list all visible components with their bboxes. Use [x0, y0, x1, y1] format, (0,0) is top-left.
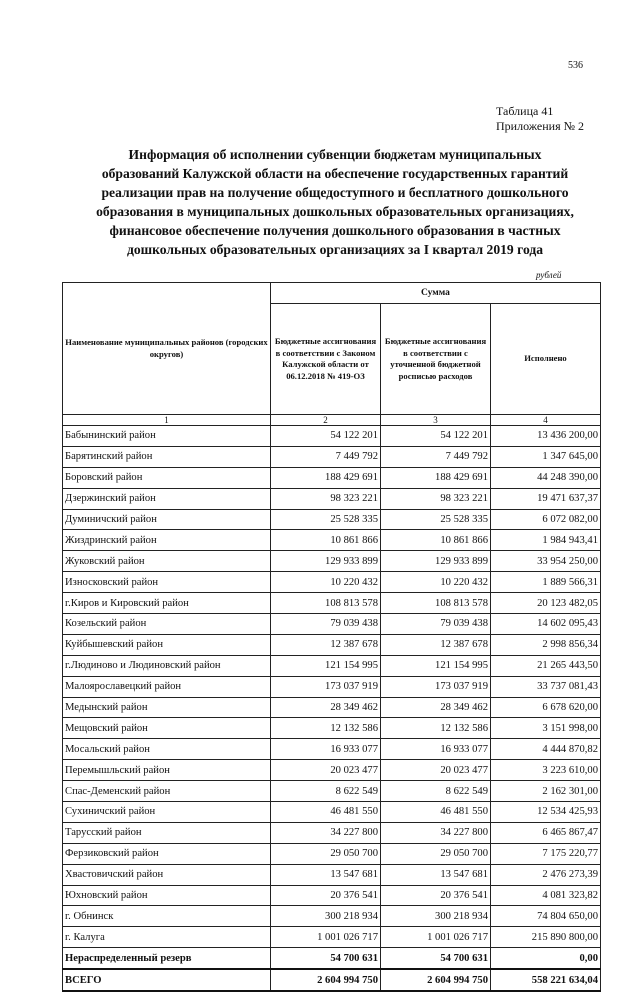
row-executed: 215 890 800,00 [491, 927, 601, 948]
table-row [63, 906, 601, 927]
header-name: Наименование муниципальных районов (городских округов) [63, 283, 271, 415]
row-refined-allocation: 54 122 201 [381, 426, 491, 447]
row-refined-allocation: 10 220 432 [381, 572, 491, 593]
row-law-allocation: 12 132 586 [271, 718, 381, 739]
table-row [63, 509, 601, 530]
row-executed: 7 175 220,77 [491, 843, 601, 864]
row-refined-allocation: 98 323 221 [381, 488, 491, 509]
row-refined-allocation: 12 132 586 [381, 718, 491, 739]
row-executed: 4 081 323,82 [491, 885, 601, 906]
row-executed: 6 072 082,00 [491, 509, 601, 530]
row-law-allocation: 29 050 700 [271, 843, 381, 864]
table-row [63, 551, 601, 572]
row-refined-allocation: 2 604 994 750 [381, 969, 491, 991]
column-number: 2 [271, 415, 381, 426]
subvention-table [62, 282, 601, 992]
table-row [63, 969, 601, 991]
row-name: Сухиничский район [63, 802, 271, 823]
header-executed: Исполнено [491, 304, 601, 415]
row-executed: 2 998 856,34 [491, 634, 601, 655]
table-row [63, 697, 601, 718]
row-name: Износковский район [63, 572, 271, 593]
table-ref-line: Таблица 41 [496, 104, 554, 118]
table-row [63, 446, 601, 467]
row-law-allocation: 10 220 432 [271, 572, 381, 593]
table-row [63, 822, 601, 843]
row-refined-allocation: 29 050 700 [381, 843, 491, 864]
title-line: дошкольных образовательных организациях за I квартал 2019 года [126, 242, 544, 257]
row-law-allocation: 108 813 578 [271, 593, 381, 614]
row-refined-allocation: 20 376 541 [381, 885, 491, 906]
title-line: Информация об исполнении субвенции бюджетам муниципальных [128, 147, 542, 162]
row-name: ВСЕГО [63, 969, 271, 991]
row-name: Юхновский район [63, 885, 271, 906]
row-executed: 2 162 301,00 [491, 781, 601, 802]
row-law-allocation: 54 700 631 [271, 948, 381, 969]
row-name: Жуковский район [63, 551, 271, 572]
row-name: Дзержинский район [63, 488, 271, 509]
row-name: Ферзиковский район [63, 843, 271, 864]
row-law-allocation: 46 481 550 [271, 802, 381, 823]
row-law-allocation: 7 449 792 [271, 446, 381, 467]
row-name: Мещовский район [63, 718, 271, 739]
row-name: Тарусский район [63, 822, 271, 843]
title-line: образований Калужской области на обеспечение государственных гарантий [101, 166, 569, 181]
page-number: 536 [568, 60, 583, 71]
row-executed: 33 737 081,43 [491, 676, 601, 697]
table-row [63, 676, 601, 697]
table-body [63, 426, 601, 992]
row-name: Малоярославецкий район [63, 676, 271, 697]
row-name: г. Обнинск [63, 906, 271, 927]
row-executed: 44 248 390,00 [491, 467, 601, 488]
row-refined-allocation: 173 037 919 [381, 676, 491, 697]
row-refined-allocation: 12 387 678 [381, 634, 491, 655]
table-row [63, 927, 601, 948]
row-refined-allocation: 46 481 550 [381, 802, 491, 823]
row-refined-allocation: 129 933 899 [381, 551, 491, 572]
row-executed: 1 347 645,00 [491, 446, 601, 467]
row-name: г.Киров и Кировский район [63, 593, 271, 614]
row-executed: 6 678 620,00 [491, 697, 601, 718]
column-number: 3 [381, 415, 491, 426]
table-row [63, 467, 601, 488]
row-refined-allocation: 20 023 477 [381, 760, 491, 781]
row-name: Спас-Деменский район [63, 781, 271, 802]
row-executed: 19 471 637,37 [491, 488, 601, 509]
row-name: Жиздринский район [63, 530, 271, 551]
row-law-allocation: 173 037 919 [271, 676, 381, 697]
row-law-allocation: 1 001 026 717 [271, 927, 381, 948]
row-name: Бабынинский район [63, 426, 271, 447]
row-law-allocation: 13 547 681 [271, 864, 381, 885]
row-name: Боровский район [63, 467, 271, 488]
row-executed: 33 954 250,00 [491, 551, 601, 572]
row-executed: 558 221 634,04 [491, 969, 601, 991]
title-line: реализации прав на получение общедоступного и бесплатного дошкольного [101, 185, 569, 200]
table-row [63, 488, 601, 509]
row-law-allocation: 34 227 800 [271, 822, 381, 843]
row-law-allocation: 98 323 221 [271, 488, 381, 509]
document-title [60, 145, 610, 259]
title-line: образования в муниципальных дошкольных образовательных организациях, [96, 204, 574, 219]
row-refined-allocation: 28 349 462 [381, 697, 491, 718]
table-row [63, 634, 601, 655]
row-executed: 3 151 998,00 [491, 718, 601, 739]
row-executed: 6 465 867,47 [491, 822, 601, 843]
table-row [63, 614, 601, 635]
title-line: финансовое обеспечение получения дошкольного образования в частных [109, 223, 561, 238]
row-law-allocation: 300 218 934 [271, 906, 381, 927]
row-executed: 21 265 443,50 [491, 655, 601, 676]
row-refined-allocation: 121 154 995 [381, 655, 491, 676]
table-row [63, 781, 601, 802]
row-law-allocation: 129 933 899 [271, 551, 381, 572]
row-law-allocation: 28 349 462 [271, 697, 381, 718]
row-executed: 3 223 610,00 [491, 760, 601, 781]
row-law-allocation: 12 387 678 [271, 634, 381, 655]
row-name: Куйбышевский район [63, 634, 271, 655]
row-name: Козельский район [63, 614, 271, 635]
table-row [63, 864, 601, 885]
row-law-allocation: 79 039 438 [271, 614, 381, 635]
row-law-allocation: 121 154 995 [271, 655, 381, 676]
header-sum: Сумма [271, 283, 601, 304]
row-executed: 2 476 273,39 [491, 864, 601, 885]
row-refined-allocation: 54 700 631 [381, 948, 491, 969]
row-executed: 1 984 943,41 [491, 530, 601, 551]
row-refined-allocation: 108 813 578 [381, 593, 491, 614]
row-law-allocation: 8 622 549 [271, 781, 381, 802]
table-row [63, 802, 601, 823]
table-row [63, 948, 601, 969]
row-name: Нераспределенный резерв [63, 948, 271, 969]
table-row [63, 843, 601, 864]
header-refined-allocations: Бюджетные ассигнования в соответствии с уточненной бюджетной росписью расходов [381, 304, 491, 415]
row-refined-allocation: 16 933 077 [381, 739, 491, 760]
table-row [63, 530, 601, 551]
table-row [63, 885, 601, 906]
column-number: 1 [63, 415, 271, 426]
row-refined-allocation: 1 001 026 717 [381, 927, 491, 948]
row-refined-allocation: 13 547 681 [381, 864, 491, 885]
row-name: г. Калуга [63, 927, 271, 948]
row-executed: 4 444 870,82 [491, 739, 601, 760]
table-row [63, 655, 601, 676]
row-law-allocation: 16 933 077 [271, 739, 381, 760]
table-row [63, 572, 601, 593]
row-law-allocation: 188 429 691 [271, 467, 381, 488]
row-law-allocation: 20 023 477 [271, 760, 381, 781]
row-name: Барятинский район [63, 446, 271, 467]
table-row [63, 426, 601, 447]
row-refined-allocation: 25 528 335 [381, 509, 491, 530]
units-label: рублей [536, 270, 562, 280]
row-law-allocation: 54 122 201 [271, 426, 381, 447]
row-refined-allocation: 79 039 438 [381, 614, 491, 635]
row-executed: 13 436 200,00 [491, 426, 601, 447]
row-law-allocation: 20 376 541 [271, 885, 381, 906]
row-refined-allocation: 7 449 792 [381, 446, 491, 467]
table-row [63, 739, 601, 760]
row-executed: 0,00 [491, 948, 601, 969]
table-row [63, 593, 601, 614]
row-executed: 1 889 566,31 [491, 572, 601, 593]
row-law-allocation: 10 861 866 [271, 530, 381, 551]
row-name: Думиничский район [63, 509, 271, 530]
row-name: Перемышльский район [63, 760, 271, 781]
row-law-allocation: 2 604 994 750 [271, 969, 381, 991]
row-refined-allocation: 8 622 549 [381, 781, 491, 802]
row-refined-allocation: 34 227 800 [381, 822, 491, 843]
column-number: 4 [491, 415, 601, 426]
row-executed: 74 804 650,00 [491, 906, 601, 927]
row-name: Мосальский район [63, 739, 271, 760]
row-refined-allocation: 188 429 691 [381, 467, 491, 488]
row-law-allocation: 25 528 335 [271, 509, 381, 530]
header-law-allocations: Бюджетные ассигнования в соответствии с Законом Калужской области от 06.12.2018 № 419-ОЗ [271, 304, 381, 415]
row-refined-allocation: 300 218 934 [381, 906, 491, 927]
row-name: г.Людиново и Людиновский район [63, 655, 271, 676]
row-name: Хвастовичский район [63, 864, 271, 885]
row-executed: 14 602 095,43 [491, 614, 601, 635]
table-reference [496, 104, 584, 134]
row-executed: 20 123 482,05 [491, 593, 601, 614]
table-row [63, 760, 601, 781]
appendix-ref-line: Приложения № 2 [496, 119, 585, 133]
row-refined-allocation: 10 861 866 [381, 530, 491, 551]
table-row [63, 718, 601, 739]
row-name: Медынский район [63, 697, 271, 718]
row-executed: 12 534 425,93 [491, 802, 601, 823]
